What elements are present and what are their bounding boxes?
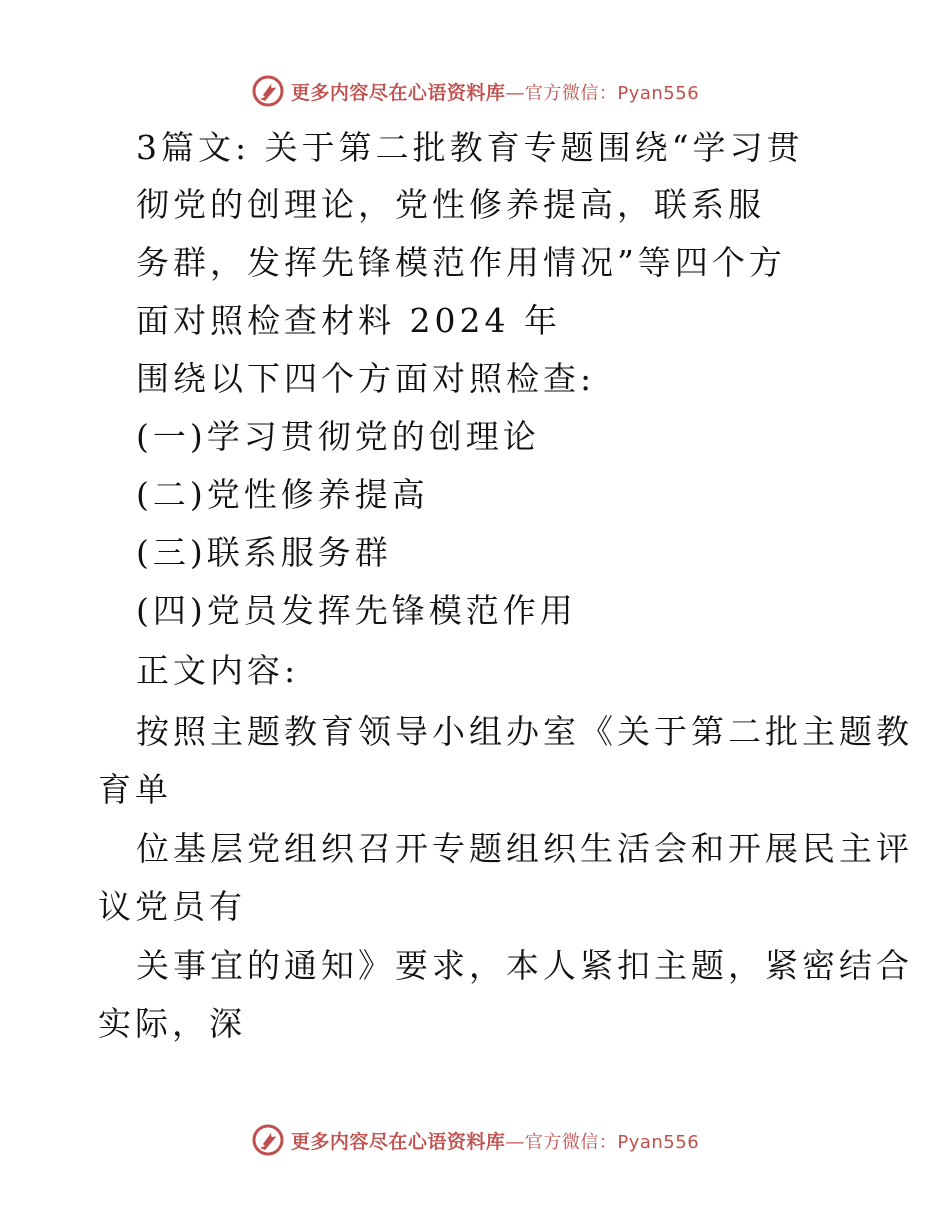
document-line: (二)党性修养提高 [136,475,429,514]
document-line: (四)党员发挥先锋模范作用 [136,591,577,630]
document-line: 议党员有 [98,887,246,926]
document-line: 围绕以下四个方面对照检查: [136,359,596,398]
watermark-text [291,78,699,105]
pen-nib-logo-icon [251,74,285,108]
document-line: 关事宜的通知》要求，本人紧扣主题，紧密结合 [136,946,913,985]
document-line: 按照主题教育领导小组办室《关于第二批主题教 [136,712,913,751]
document-line: 位基层党组织召开专题组织生活会和开展民主评 [136,829,913,868]
watermark-separator: — [505,1130,525,1153]
footer-watermark [0,1120,950,1160]
header-watermark [0,71,950,111]
document-line: 育单 [98,770,172,809]
pen-nib-logo-icon [251,1123,285,1157]
document-line: 面对照检查材料 2024 年 [136,301,561,340]
document-line: 实际，深 [98,1004,246,1043]
document-line: 彻党的创理论，党性修养提高，联系服 [136,185,765,224]
watermark-wechat-text: 官方微信：Pyan556 [524,1131,700,1153]
watermark-text [291,1127,699,1154]
watermark-separator: — [505,81,525,104]
document-line: (三)联系服务群 [136,533,392,572]
watermark-wechat-text: 官方微信：Pyan556 [524,82,700,104]
document-line: (一)学习贯彻党的创理论 [136,417,540,456]
document-line: 务群，发挥先锋模范作用情况”等四个方 [136,243,786,282]
watermark-site-text: 更多内容尽在心语资料库 [290,81,506,104]
document-line: 3篇文: 关于第二批教育专题围绕“学习贯 [136,128,804,167]
document-line: 正文内容: [136,651,300,690]
watermark-site-text: 更多内容尽在心语资料库 [290,1130,506,1153]
